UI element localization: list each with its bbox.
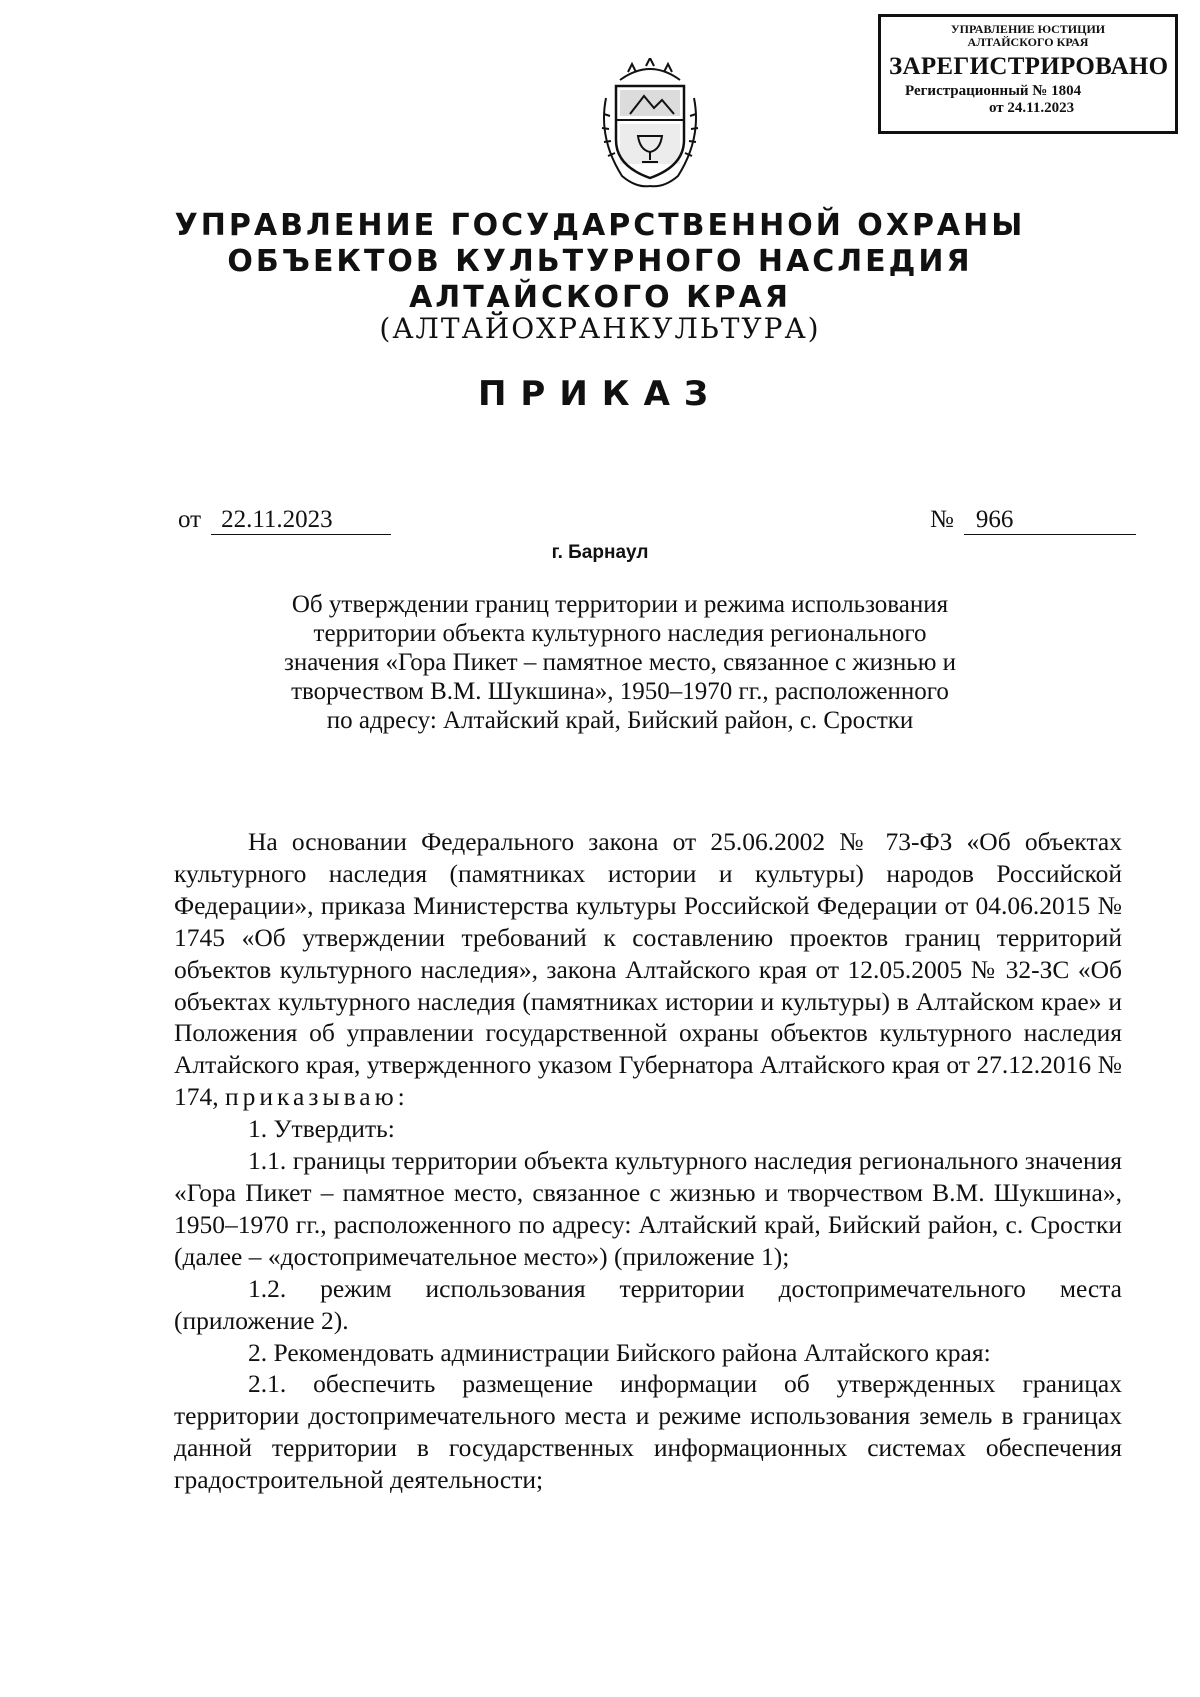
subject-line: территории объекта культурного наследия регионального [313,620,927,647]
stamp-reg-number: Регистрационный № 1804 [905,83,1082,99]
stamp-authority-line1: УПРАВЛЕНИЕ ЮСТИЦИИ [950,22,1106,36]
org-line-2: ОБЪЕКТОВ КУЛЬТУРНОГО НАСЛЕДИЯ [227,244,973,279]
subject-line: Об утверждении границ территории и режима использования [291,591,949,618]
item-2-1: 2.1. обеспечить размещение информации об утвержденных границах территории достопримечательного места и режиме использования земель в границах данной территории в государственных информационных системах обеспечения градостроительной деятельности; [174,1369,1122,1495]
stamp-reg-date: от 24.11.2023 [989,100,1075,116]
item-1-1: 1.1. границы территории объекта культурного наследия регионального значения «Гора Пикет – памятное место, связанное с жизнью и творчеством В.М. Шукшина», 1950–1970 гг., расположенного по адресу: Алтайский край, Бийский район, с. Сростки (далее – «достопримечательное место») (приложение 1); [174,1146,1122,1271]
preamble-text: На основании Федерального закона от 25.06.2002 № 73-ФЗ «Об объектах культурного наследия (памятниках истории и культуры) народов Российской Федерации», приказа Министерства культуры Российской Федерации от 04.06.2015 № 1745 «Об утверждении требований к составлению проектов границ территорий объектов культурного наследия», закона Алтайского края от 12.05.2005 № 32-ЗС «Об объектах культурного наследия (памятниках истории и культуры) в Алтайском крае» и Положения об управлении государственной охраны объектов культурного наследия Алтайского края, утвержденного указом Губернатора Алтайского края от 27.12.2016 № 174, [174,827,1122,1112]
date-label: от [178,506,202,533]
subject-line: по адресу: Алтайский край, Бийский район, с. Сростки [326,707,914,734]
item-1-2: 1.2. режим использования территории достопримечательного места (приложение 2). [174,1273,1122,1335]
coat-of-arms-icon [590,58,710,193]
organization-name [0,208,1200,316]
order-date [178,506,391,535]
preamble-paragraph [174,826,1122,1113]
org-line-1: УПРАВЛЕНИЕ ГОСУДАРСТВЕННОЙ ОХРАНЫ [174,208,1026,243]
org-line-3: АЛТАЙСКОГО КРАЯ [409,280,791,315]
stamp-title: ЗАРЕГИСТРИРОВАНО [889,53,1169,80]
organization-short-name: (АЛТАЙОХРАНКУЛЬТУРА) [379,312,821,345]
order-subject [230,590,1010,735]
order-number [930,506,1136,535]
item-1: 1. Утвердить: [248,1114,395,1144]
subject-line: значения «Гора Пикет – памятное место, связанное с жизнью и [284,649,956,676]
stamp-authority-line2: АЛТАЙСКОГО КРАЯ [967,35,1089,49]
item-2: 2. Рекомендовать администрации Бийского района Алтайского края: [248,1337,991,1367]
order-word: приказываю: [225,1082,409,1112]
document-type: ПРИКАЗ [477,374,723,414]
order-body [174,826,1122,1496]
number-label: № [930,506,954,533]
city: г. Барнаул [551,542,649,563]
registration-stamp [878,14,1178,134]
subject-line: творчеством В.М. Шукшина», 1950–1970 гг., расположенного [291,678,949,705]
number-value: 966 [964,506,1136,535]
date-value: 22.11.2023 [211,506,391,535]
